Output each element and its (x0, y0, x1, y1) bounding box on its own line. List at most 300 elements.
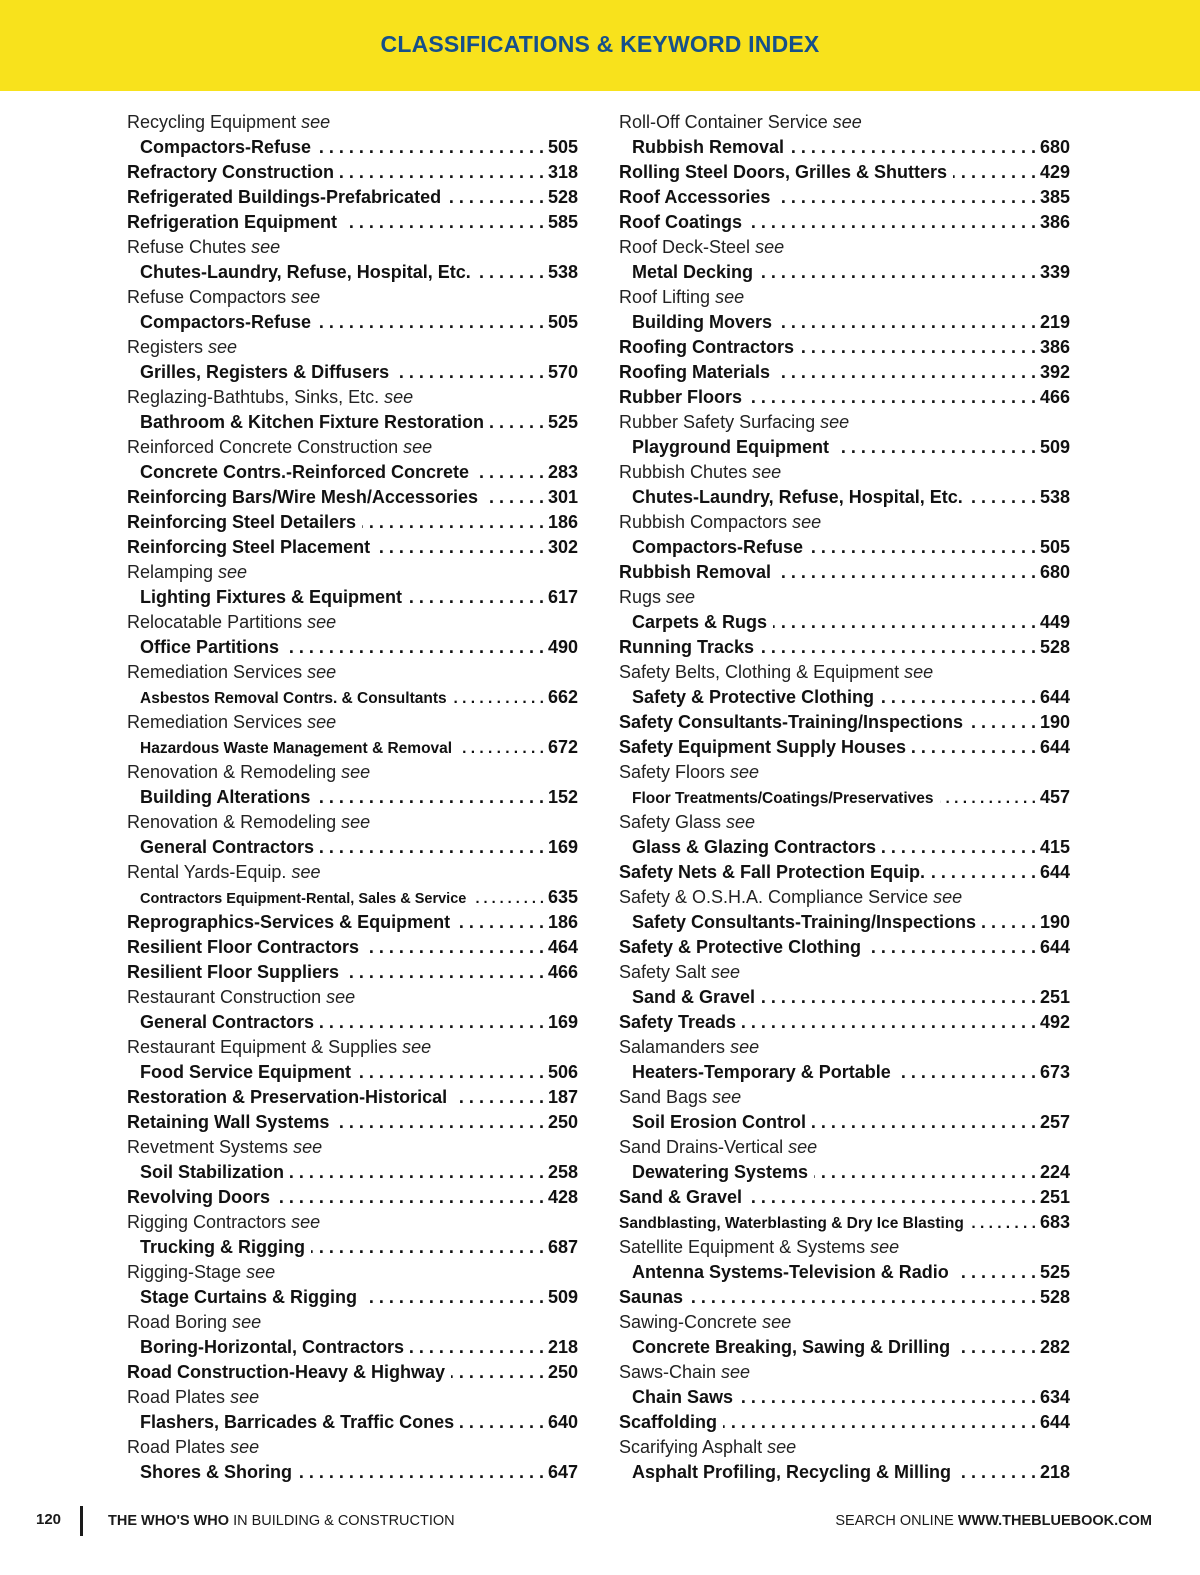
index-term: Safety Equipment Supply Houses (619, 737, 907, 757)
index-term: Soil Stabilization (140, 1162, 285, 1182)
page-number: 644 (1039, 862, 1070, 882)
index-entry (619, 910, 1070, 935)
index-term: Carpets & Rugs (632, 612, 768, 632)
index-term: General Contractors (140, 837, 315, 857)
page-number: 673 (1039, 1062, 1070, 1082)
index-term: Refrigeration Equipment (127, 212, 338, 232)
page-number: 680 (1039, 562, 1070, 582)
dot-leader (460, 1410, 544, 1435)
index-term: Concrete Contrs.-Reinforced Concrete (140, 462, 470, 482)
index-entry (127, 360, 578, 385)
dot-leader (880, 685, 1036, 710)
index-entry (127, 1285, 578, 1310)
index-term: Safety Treads (619, 1012, 737, 1032)
index-term: Registers (127, 337, 204, 357)
page-number: 318 (547, 162, 578, 182)
page-number: 505 (1039, 537, 1070, 557)
index-entry (127, 1110, 578, 1135)
dot-leader (410, 1335, 544, 1360)
see-label: see (230, 1387, 260, 1407)
page-number: 251 (1039, 1187, 1070, 1207)
index-entry (619, 935, 1070, 960)
index-entry (619, 785, 1070, 810)
footer-page-number: 120 (36, 1511, 62, 1528)
index-term: Revolving Doors (127, 1187, 271, 1207)
header-banner (0, 0, 1200, 91)
index-see-reference (619, 1035, 1070, 1060)
index-entry (127, 260, 578, 285)
page-number: 644 (1039, 687, 1070, 707)
page-number: 466 (547, 962, 578, 982)
page-number: 672 (547, 737, 578, 757)
index-term: Scarifying Asphalt (619, 1437, 763, 1457)
dot-leader (484, 485, 544, 510)
index-term: Roof Lifting (619, 287, 711, 307)
page-number: 218 (547, 1337, 578, 1357)
dot-leader (357, 1060, 544, 1085)
index-term: Rubbish Compactors (619, 512, 788, 532)
page-number: 528 (547, 187, 578, 207)
index-term: Roof Deck-Steel (619, 237, 751, 257)
index-term: Roofing Contractors (619, 337, 794, 357)
index-column-right (619, 110, 1070, 1485)
index-entry (619, 685, 1070, 710)
dot-leader (456, 910, 544, 935)
index-term: Road Plates (127, 1387, 226, 1407)
dot-leader (298, 1460, 544, 1485)
index-term: Rubber Safety Surfacing (619, 412, 816, 432)
dot-leader (723, 1410, 1036, 1435)
index-entry (127, 1410, 578, 1435)
index-see-reference (127, 335, 578, 360)
index-term: Rigging Contractors (127, 1212, 287, 1232)
dot-leader (285, 635, 544, 660)
see-label: see (384, 387, 414, 407)
page-number: 429 (1039, 162, 1070, 182)
page-number: 506 (547, 1062, 578, 1082)
index-term: Restaurant Equipment & Supplies (127, 1037, 398, 1057)
index-term: Reinforcing Steel Detailers (127, 512, 357, 532)
see-label: see (788, 1137, 818, 1157)
index-term: Lighting Fixtures & Equipment (140, 587, 402, 607)
index-entry (127, 185, 578, 210)
see-label: see (208, 337, 238, 357)
index-term: General Contractors (140, 1012, 315, 1032)
index-term: Dewatering Systems (632, 1162, 809, 1182)
dot-leader (343, 210, 544, 235)
index-see-reference (127, 660, 578, 685)
index-entry (619, 1260, 1070, 1285)
index-entry (127, 1010, 578, 1035)
index-entry (127, 485, 578, 510)
index-entry (619, 1285, 1070, 1310)
page-number: 190 (1039, 912, 1070, 932)
dot-leader (957, 1460, 1036, 1485)
index-term: Road Boring (127, 1312, 228, 1332)
index-term: Reinforcing Bars/Wire Mesh/Accessories (127, 487, 478, 507)
index-term: Road Plates (127, 1437, 226, 1457)
index-term: Remediation Services (127, 712, 303, 732)
index-term: Remediation Services (127, 662, 303, 682)
index-entry (619, 735, 1070, 760)
index-term: Boring-Horizontal, Contractors (140, 1337, 404, 1357)
index-entry (619, 1010, 1070, 1035)
index-see-reference (127, 760, 578, 785)
index-entry (619, 560, 1070, 585)
index-entry (619, 1060, 1070, 1085)
see-label: see (904, 662, 934, 682)
index-entry (619, 1160, 1070, 1185)
index-entry (619, 310, 1070, 335)
index-entry (127, 1360, 578, 1385)
index-term: Soil Erosion Control (632, 1112, 806, 1132)
index-entry (619, 485, 1070, 510)
dot-leader (320, 835, 544, 860)
index-entry (619, 1460, 1070, 1485)
page-number: 635 (547, 887, 578, 907)
page-number: 644 (1039, 937, 1070, 957)
see-label: see (715, 287, 745, 307)
page-number: 538 (1039, 487, 1070, 507)
page-number: 250 (547, 1362, 578, 1382)
index-term: Reprographics-Services & Equipment (127, 912, 451, 932)
index-see-reference (619, 1135, 1070, 1160)
index-see-reference (619, 585, 1070, 610)
footer-divider (80, 1506, 83, 1536)
page-number: 190 (1039, 712, 1070, 732)
index-see-reference (619, 1085, 1070, 1110)
index-term: Scaffolding (619, 1412, 717, 1432)
index-term: Roof Accessories (619, 187, 771, 207)
index-entry (127, 785, 578, 810)
index-see-reference (127, 1435, 578, 1460)
dot-leader (317, 310, 544, 335)
index-entry (127, 1160, 578, 1185)
index-entry (619, 185, 1070, 210)
index-entry (127, 1335, 578, 1360)
index-entry (619, 260, 1070, 285)
see-label: see (301, 112, 331, 132)
page-number: 528 (1039, 637, 1070, 657)
index-term: Antenna Systems-Television & Radio (632, 1262, 949, 1282)
page-number: 218 (1039, 1462, 1070, 1482)
footer-search-url[interactable]: WWW.THEBLUEBOOK.COM (957, 1513, 1152, 1529)
see-label: see (752, 462, 782, 482)
index-term: Safety Belts, Clothing & Equipment (619, 662, 900, 682)
dot-leader (395, 360, 544, 385)
dot-leader (761, 985, 1036, 1010)
index-see-reference (127, 385, 578, 410)
dot-leader (458, 736, 544, 761)
page-number: 169 (547, 837, 578, 857)
index-see-reference (127, 1310, 578, 1335)
index-see-reference (619, 235, 1070, 260)
index-see-reference (127, 110, 578, 135)
index-term: Asphalt Profiling, Recycling & Milling (632, 1462, 952, 1482)
see-label: see (762, 1312, 792, 1332)
index-term: Hazardous Waste Management & Removal (140, 740, 453, 757)
index-see-reference (619, 410, 1070, 435)
index-term: Restoration & Preservation-Historical (127, 1087, 448, 1107)
see-label: see (307, 662, 337, 682)
index-term: Metal Decking (632, 262, 754, 282)
index-see-reference (619, 960, 1070, 985)
see-label: see (792, 512, 822, 532)
index-term: Food Service Equipment (140, 1062, 352, 1082)
index-see-reference (619, 285, 1070, 310)
index-term: Chutes-Laundry, Refuse, Hospital, Etc. (632, 487, 963, 507)
dot-leader (776, 185, 1036, 210)
page-number: 466 (1039, 387, 1070, 407)
dot-leader (316, 785, 544, 810)
index-term: Sand Drains-Vertical (619, 1137, 784, 1157)
dot-leader (760, 635, 1036, 660)
page-number: 339 (1039, 262, 1070, 282)
index-see-reference (619, 810, 1070, 835)
page-number: 492 (1039, 1012, 1070, 1032)
index-term: Refuse Chutes (127, 237, 247, 257)
index-entry (619, 135, 1070, 160)
dot-leader (739, 1385, 1036, 1410)
see-label: see (291, 862, 321, 882)
page-number: 634 (1039, 1387, 1070, 1407)
see-label: see (291, 1212, 321, 1232)
index-term: Salamanders (619, 1037, 726, 1057)
see-label: see (870, 1237, 900, 1257)
page-number: 525 (547, 412, 578, 432)
index-see-reference (127, 710, 578, 735)
page-number: 647 (547, 1462, 578, 1482)
index-term: Refrigerated Buildings-Prefabricated (127, 187, 442, 207)
page-number: 644 (1039, 1412, 1070, 1432)
footer-publication-bold: THE WHO'S WHO (108, 1513, 230, 1529)
index-entry (127, 1235, 578, 1260)
see-label: see (755, 237, 785, 257)
index-entry (619, 160, 1070, 185)
page-number: 528 (1039, 1287, 1070, 1307)
index-entry (127, 535, 578, 560)
page-number: 169 (547, 1012, 578, 1032)
index-see-reference (619, 1310, 1070, 1335)
index-term: Safety & Protective Clothing (619, 937, 862, 957)
dot-leader (773, 610, 1036, 635)
index-entry (619, 360, 1070, 385)
dot-leader (882, 835, 1036, 860)
index-entry (619, 385, 1070, 410)
page-number: 464 (547, 937, 578, 957)
see-label: see (232, 1312, 262, 1332)
index-entry (619, 985, 1070, 1010)
index-see-reference (619, 660, 1070, 685)
dot-leader (451, 1360, 544, 1385)
index-entry (127, 635, 578, 660)
index-term: Chain Saws (632, 1387, 734, 1407)
index-term: Playground Equipment (632, 437, 830, 457)
dot-leader (956, 1335, 1036, 1360)
footer-publication-rest: IN BUILDING & CONSTRUCTION (233, 1513, 455, 1529)
index-term: Building Alterations (140, 787, 311, 807)
index-entry (127, 160, 578, 185)
see-label: see (666, 587, 696, 607)
index-entry (619, 1385, 1070, 1410)
dot-leader (897, 1060, 1036, 1085)
index-term: Safety Salt (619, 962, 707, 982)
page-number: 538 (547, 262, 578, 282)
index-entry (619, 1210, 1070, 1235)
page-number: 258 (547, 1162, 578, 1182)
index-see-reference (127, 1135, 578, 1160)
index-term: Recycling Equipment (127, 112, 297, 132)
see-label: see (293, 1137, 323, 1157)
index-term: Sand Bags (619, 1087, 708, 1107)
index-entry (127, 910, 578, 935)
index-term: Roofing Materials (619, 362, 771, 382)
dot-leader (953, 160, 1036, 185)
index-see-reference (619, 760, 1070, 785)
index-see-reference (127, 860, 578, 885)
see-label: see (291, 287, 321, 307)
see-label: see (730, 1037, 760, 1057)
index-term: Satellite Equipment & Systems (619, 1237, 866, 1257)
page-number: 662 (547, 687, 578, 707)
page-footer (0, 1503, 1200, 1539)
dot-leader (969, 485, 1036, 510)
page-number: 415 (1039, 837, 1070, 857)
see-label: see (341, 762, 371, 782)
index-column-left (127, 110, 578, 1485)
index-term: Office Partitions (140, 637, 280, 657)
page-number: 392 (1039, 362, 1070, 382)
page-number: 224 (1039, 1162, 1070, 1182)
index-see-reference (619, 1360, 1070, 1385)
dot-leader (867, 935, 1036, 960)
index-term: Restaurant Construction (127, 987, 322, 1007)
index-entry (127, 735, 578, 760)
index-see-reference (127, 435, 578, 460)
footer-search (835, 1513, 1152, 1529)
see-label: see (730, 762, 760, 782)
dot-leader (408, 585, 544, 610)
see-label: see (712, 1087, 742, 1107)
index-term: Reinforcing Steel Placement (127, 537, 371, 557)
page-number: 186 (547, 912, 578, 932)
index-see-reference (619, 1435, 1070, 1460)
see-label: see (246, 1262, 276, 1282)
see-label: see (307, 612, 337, 632)
page-number: 683 (1039, 1212, 1070, 1232)
see-label: see (326, 987, 356, 1007)
index-entry (127, 1460, 578, 1485)
see-label: see (403, 437, 433, 457)
index-term: Sand & Gravel (632, 987, 756, 1007)
index-entry (619, 635, 1070, 660)
index-term: Sand & Gravel (619, 1187, 743, 1207)
index-term: Roll-Off Container Service (619, 112, 828, 132)
dot-leader (748, 210, 1036, 235)
dot-leader (912, 735, 1036, 760)
see-label: see (307, 712, 337, 732)
page-number: 385 (1039, 187, 1070, 207)
dot-leader (835, 435, 1036, 460)
dot-leader (742, 1010, 1036, 1035)
see-label: see (726, 812, 756, 832)
page-number: 152 (547, 787, 578, 807)
index-see-reference (127, 1385, 578, 1410)
page-number: 250 (547, 1112, 578, 1132)
page-number: 585 (547, 212, 578, 232)
index-term: Rubbish Chutes (619, 462, 748, 482)
index-term: Safety Glass (619, 812, 722, 832)
page-number: 509 (547, 1287, 578, 1307)
page-number: 525 (1039, 1262, 1070, 1282)
index-term: Compactors-Refuse (140, 137, 312, 157)
page-number: 509 (1039, 437, 1070, 457)
dot-leader (689, 1285, 1036, 1310)
dot-leader (931, 860, 1036, 885)
dot-leader (376, 535, 544, 560)
page-number: 257 (1039, 1112, 1070, 1132)
index-entry (127, 685, 578, 710)
index-entry (619, 1410, 1070, 1435)
index-entry (127, 510, 578, 535)
index-see-reference (127, 560, 578, 585)
see-label: see (767, 1437, 797, 1457)
index-entry (619, 1335, 1070, 1360)
index-term: Rubbish Removal (632, 137, 785, 157)
see-label: see (230, 1437, 260, 1457)
index-entry (127, 410, 578, 435)
index-term: Stage Curtains & Rigging (140, 1287, 358, 1307)
dot-leader (320, 1010, 544, 1035)
index-term: Concrete Breaking, Sawing & Drilling (632, 1337, 951, 1357)
index-term: Floor Treatments/Coatings/Preservatives (632, 790, 934, 807)
dot-leader (777, 560, 1036, 585)
dot-leader (748, 1185, 1036, 1210)
see-label: see (251, 237, 281, 257)
page-number: 301 (547, 487, 578, 507)
index-see-reference (619, 460, 1070, 485)
page-number: 457 (1039, 787, 1070, 807)
dot-leader (748, 385, 1036, 410)
index-see-reference (127, 610, 578, 635)
index-term: Building Movers (632, 312, 773, 332)
page-number: 283 (547, 462, 578, 482)
dot-leader (790, 135, 1036, 160)
index-see-reference (127, 1260, 578, 1285)
index-entry (619, 1185, 1070, 1210)
page-number: 617 (547, 587, 578, 607)
see-label: see (933, 887, 963, 907)
index-term: Resilient Floor Suppliers (127, 962, 340, 982)
page-number: 687 (547, 1237, 578, 1257)
dot-leader (812, 1110, 1036, 1135)
see-label: see (721, 1362, 751, 1382)
index-entry (619, 710, 1070, 735)
page-number: 640 (547, 1412, 578, 1432)
index-term: Safety Nets & Fall Protection Equip. (619, 862, 926, 882)
page-title: CLASSIFICATIONS & KEYWORD INDEX (380, 31, 820, 57)
index-see-reference (619, 1235, 1070, 1260)
footer-publication (108, 1513, 455, 1529)
index-entry (127, 835, 578, 860)
index-term: Grilles, Registers & Diffusers (140, 362, 390, 382)
index-see-reference (619, 110, 1070, 135)
dot-leader (490, 410, 544, 435)
index-entry (127, 460, 578, 485)
dot-leader (311, 1235, 544, 1260)
index-term: Sawing-Concrete (619, 1312, 758, 1332)
index-term: Safety & Protective Clothing (632, 687, 875, 707)
